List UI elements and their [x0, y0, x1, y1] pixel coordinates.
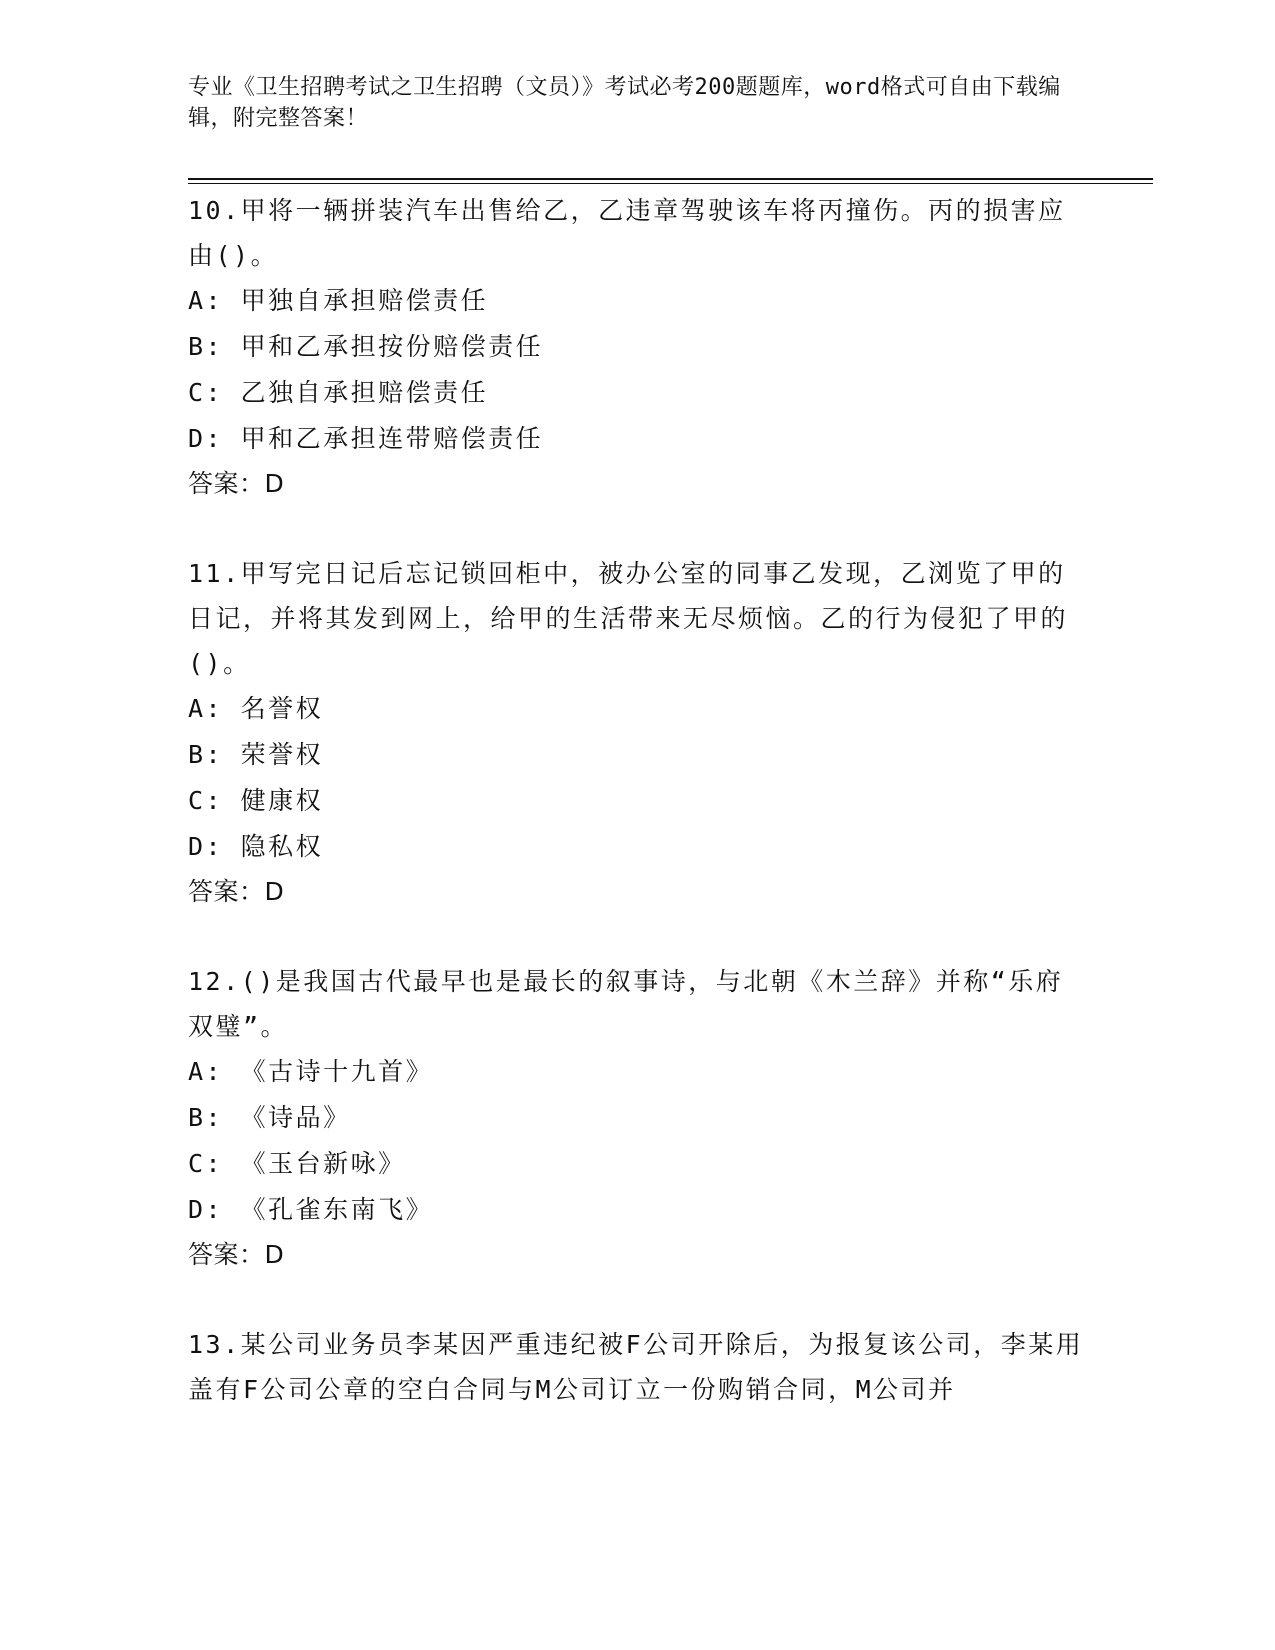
question-12	[188, 959, 1088, 1277]
option-b: B: 甲和乙承担按份赔偿责任	[188, 332, 544, 361]
document-header: 专业《卫生招聘考试之卫生招聘（文员）》考试必考200题题库，word格式可自由下载编辑，附完整答案！	[188, 75, 1061, 131]
answer: 答案：D	[188, 1240, 285, 1269]
header-rule	[188, 178, 1153, 180]
question-11	[188, 551, 1088, 914]
answer: 答案：D	[188, 877, 285, 906]
question-text: 10.甲将一辆拼装汽车出售给乙，乙违章驾驶该车将丙撞伤。丙的损害应由()。	[188, 196, 1066, 270]
option-d: D: 《孔雀东南飞》	[188, 1195, 434, 1224]
option-c: C: 乙独自承担赔偿责任	[188, 378, 489, 407]
question-text: 11.甲写完日记后忘记锁回柜中，被办公室的同事乙发现，乙浏览了甲的日记，并将其发到网上，给甲的生活带来无尽烦恼。乙的行为侵犯了甲的()。	[188, 559, 1069, 678]
question-13	[188, 1322, 1088, 1412]
answer: 答案：D	[188, 469, 285, 498]
document-body	[188, 188, 1088, 1457]
option-b: B: 《诗品》	[188, 1103, 351, 1132]
option-a: A: 《古诗十九首》	[188, 1057, 434, 1086]
option-b: B: 荣誉权	[188, 740, 324, 769]
question-10	[188, 188, 1088, 506]
option-c: C: 《玉台新咏》	[188, 1149, 406, 1178]
option-d: D: 隐私权	[188, 832, 324, 861]
question-text: 12.()是我国古代最早也是最长的叙事诗，与北朝《木兰辞》并称“乐府双璧”。	[188, 967, 1064, 1041]
option-c: C: 健康权	[188, 786, 324, 815]
option-a: A: 甲独自承担赔偿责任	[188, 286, 489, 315]
header-rule-thin	[188, 183, 1153, 184]
option-d: D: 甲和乙承担连带赔偿责任	[188, 424, 544, 453]
option-a: A: 名誉权	[188, 694, 324, 723]
question-text: 13.某公司业务员李某因严重违纪被F公司开除后，为报复该公司，李某用盖有F公司公章的空白合同与M公司订立一份购销合同，M公司并	[188, 1330, 1084, 1404]
